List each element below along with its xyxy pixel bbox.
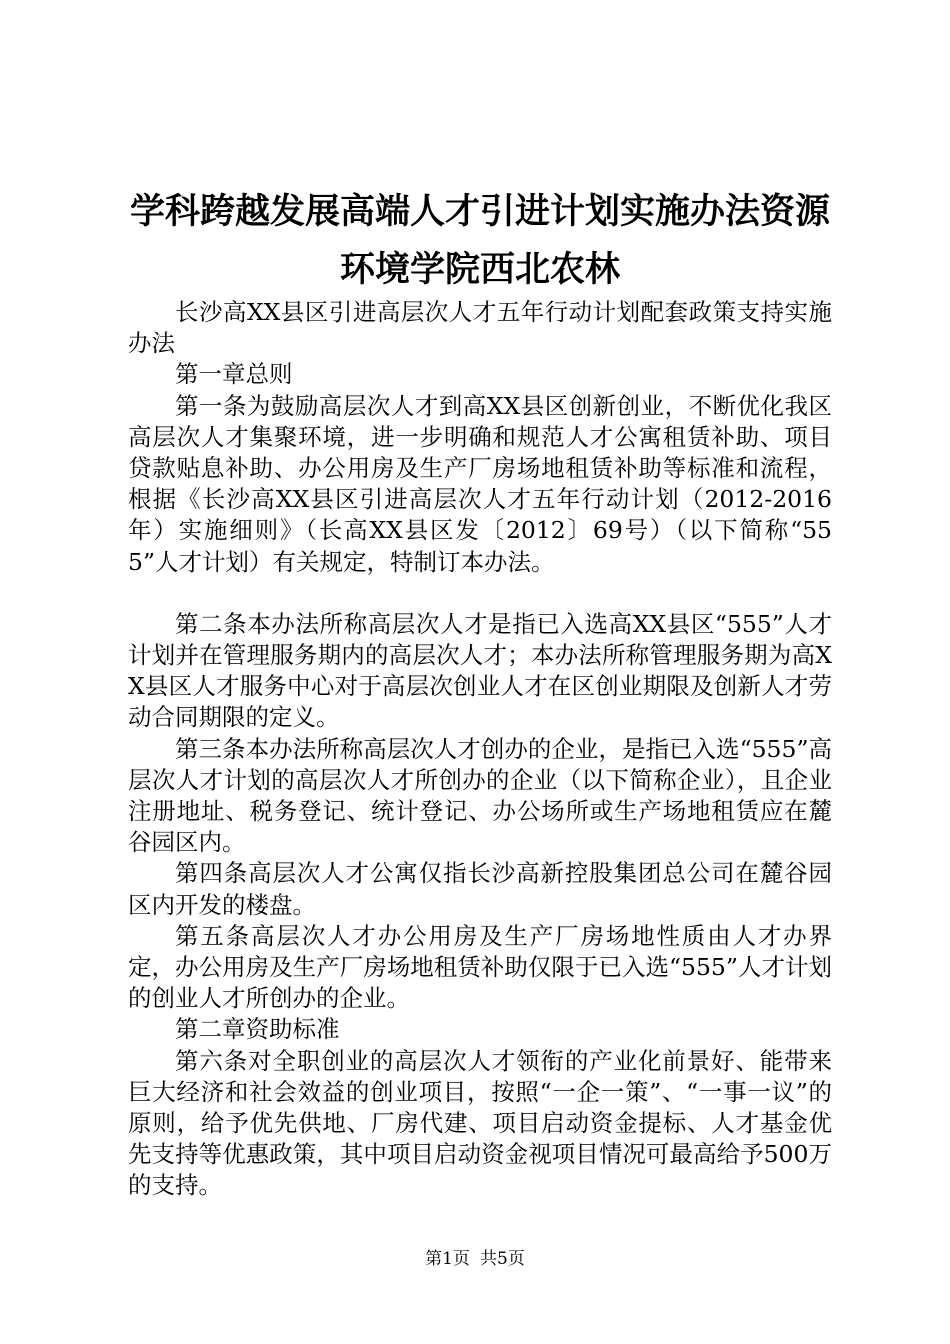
article-1: 第一条为鼓励高层次人才到高XX县区创新创业，不断优化我区高层次人才集聚环境，进一步明确和规范人才公寓租赁补助、项目贷款贴息补助、办公用房及生产厂房场地租赁补助等标准和流程，根据《长沙高XX县区引进高层次人才五年行动计划（2012-2016年）实施细则》（长高XX县区发〔2012〕69号）（以下简称“555”人才计划）有关规定，特制订本办法。: [128, 391, 832, 576]
article-3: 第三条本办法所称高层次人才创办的企业，是指已入选“555”高层次人才计划的高层次人才所创办的企业（以下简称企业），且企业注册地址、税务登记、统计登记、办公场所或生产场地租赁应在麓谷园区内。: [128, 734, 832, 857]
article-6: 第六条对全职创业的高层次人才领衔的产业化前景好、能带来巨大经济和社会效益的创业项目，按照“一企一策”、“一事一议”的原则，给予优先供地、厂房代建、项目启动资金提标、人才基金优先支持等优惠政策，其中项目启动资金视项目情况可最高给予500万的支持。: [128, 1046, 832, 1200]
article-4: 第四条高层次人才公寓仅指长沙高新控股集团总公司在麓谷园区内开发的楼盘。: [128, 859, 832, 919]
article-2: 第二条本办法所称高层次人才是指已入选高XX县区“555”人才计划并在管理服务期内的高层次人才；本办法所称管理服务期为高XX县区人才服务中心对于高层次创业人才在区创业期限及创新人才劳动合同期限的定义。: [128, 609, 832, 732]
document-body: [128, 297, 832, 1202]
document-title-line-1: 学科跨越发展高端人才引进计划实施办法资源: [129, 192, 830, 232]
chapter-heading-1: 第一章总则: [175, 360, 293, 389]
chapter-heading-2: 第二章资助标准: [175, 1015, 340, 1044]
page-footer: [0, 1244, 950, 1269]
page-number: 第1页: [425, 1249, 470, 1269]
article-5: 第五条高层次人才办公用房及生产厂房场地性质由人才办界定，办公用房及生产厂房场地租赁补助仅限于已入选“555”人才计划的创业人才所创办的企业。: [128, 921, 832, 1013]
page-total: 共5页: [480, 1249, 525, 1269]
paragraph-subtitle: 长沙高XX县区引进高层次人才五年行动计划配套政策支持实施办法: [128, 298, 832, 358]
document-title-line-2: 环境学院西北农林: [339, 250, 620, 290]
